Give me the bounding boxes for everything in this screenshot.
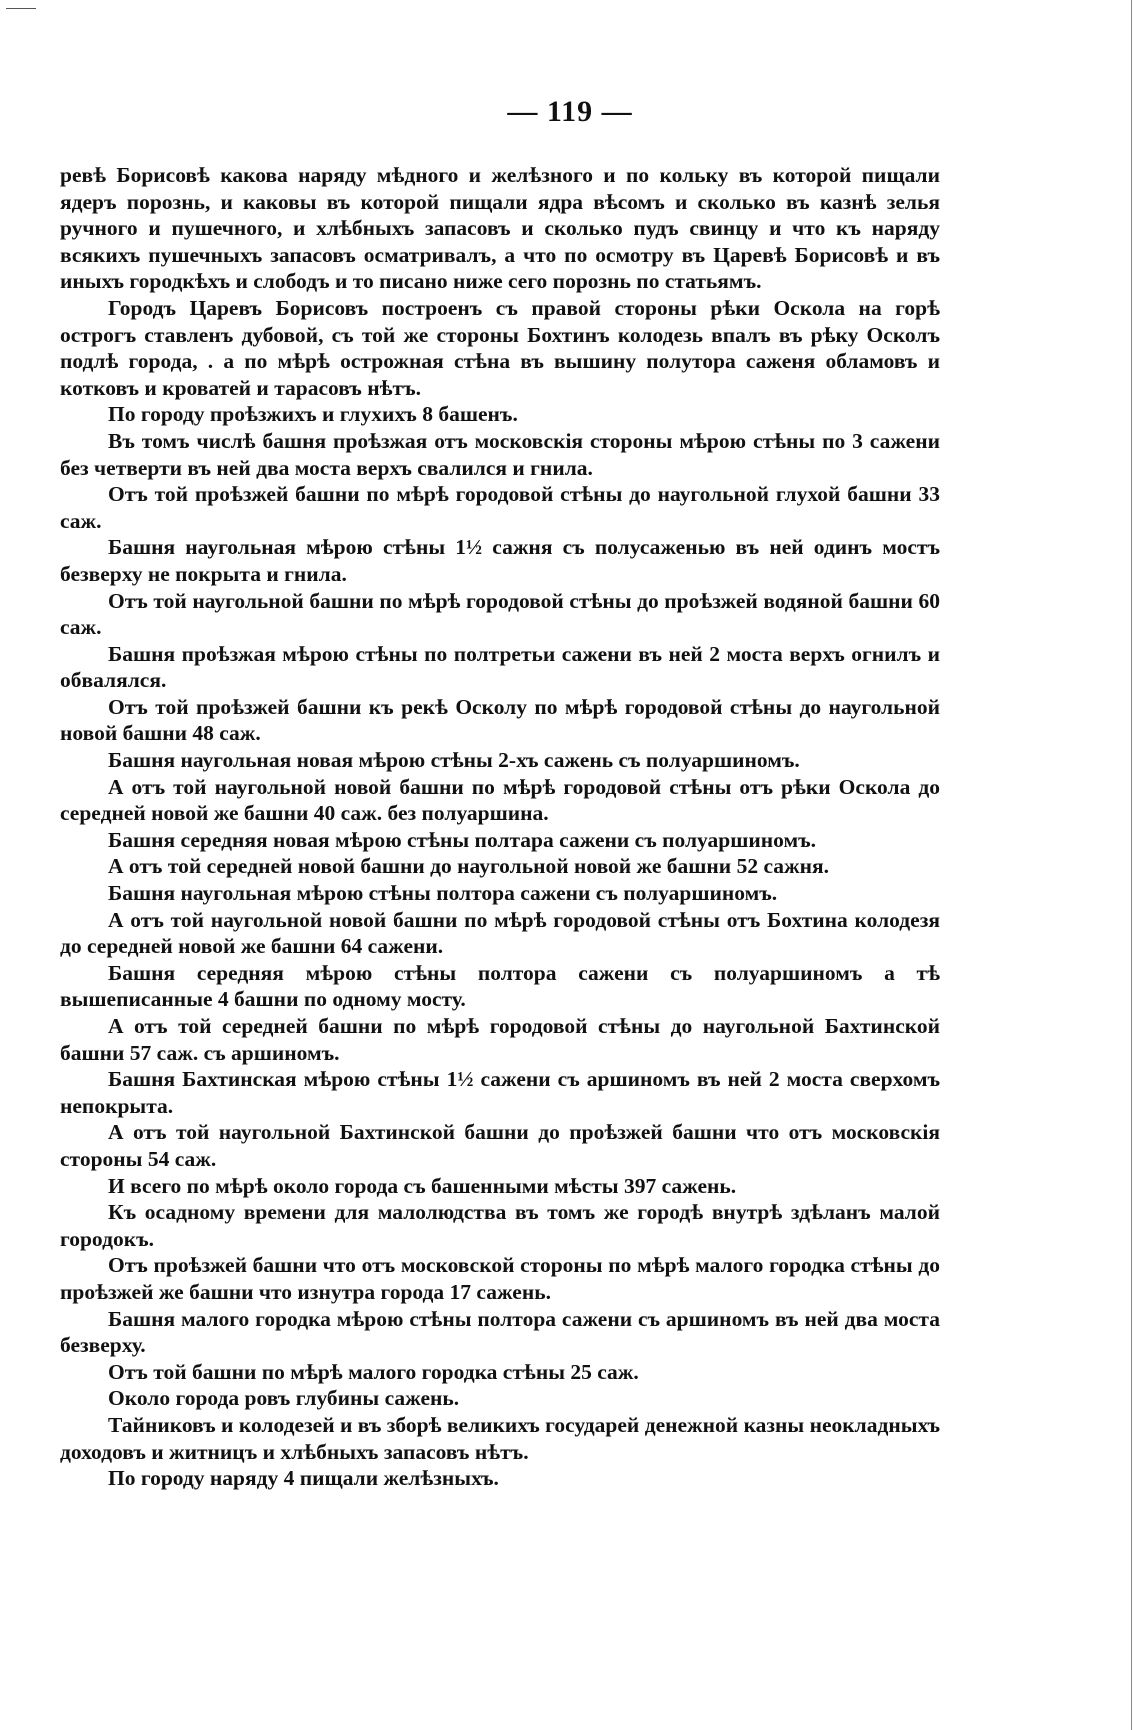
- paragraph: А отъ той наугольной Бахтинской башни до проѣзжей башни что отъ московскія стороны 54 саж.: [60, 1120, 940, 1171]
- paragraph: Отъ той наугольной башни по мѣрѣ городовой стѣны до проѣзжей водяной башни 60 саж.: [60, 588, 940, 640]
- paragraph: Башня Бахтинская мѣрою стѣны 1½ сажени съ аршиномъ въ ней 2 моста сверхомъ непокрыта.: [60, 1067, 940, 1118]
- paragraph: А отъ той середней башни по мѣрѣ городовой стѣны до наугольной Бахтинской башни 57 саж. съ аршиномъ.: [60, 1014, 940, 1065]
- paragraph: Башня проѣзжая мѣрою стѣны по полтретьи сажени въ ней 2 моста верхъ огнилъ и обвалялся.: [60, 641, 940, 693]
- paragraph: По городу наряду 4 пищали желѣзныхъ.: [108, 1466, 499, 1491]
- paragraph: Къ осадному времени для малолюдства въ томъ же городѣ внутрѣ здѣланъ малой городокъ.: [60, 1200, 940, 1251]
- paragraph: Около города ровъ глубины сажень.: [108, 1386, 460, 1411]
- paragraph: По городу проѣзжихъ и глухихъ 8 башенъ.: [108, 402, 518, 427]
- scan-corner-mark: [6, 8, 36, 9]
- paragraph: А отъ той наугольной новой башни по мѣрѣ городовой стѣны отъ Бохтина колодезя до середней новой же башни 64 сажени.: [60, 907, 940, 959]
- paragraph: И всего по мѣрѣ около города съ башенными мѣсты 397 сажень.: [108, 1173, 737, 1198]
- paragraph: Отъ той проѣзжей башни къ рекѣ Осколу по мѣрѣ городовой стѣны до наугольной новой башни 48 саж.: [60, 694, 940, 746]
- page-number: — 119 —: [507, 95, 633, 128]
- paragraph: Башня середняя мѣрою стѣны полтора сажени съ полуаршиномъ а тѣ вышеписанные 4 башни по одному мосту.: [60, 960, 940, 1012]
- scan-edge-line: [1131, 0, 1132, 1730]
- paragraph: Городъ Царевъ Борисовъ построенъ съ правой стороны рѣки Оскола на горѣ острогъ ставленъ дубовой, съ той же стороны Бохтинъ колодезь впалъ въ рѣку Осколъ подлѣ города, . а по мѣрѣ острожная стѣна въ вышину полутора саженя обламовъ и котковъ и кроватей и тарасовъ нѣтъ.: [60, 295, 940, 400]
- paragraph: Отъ той башни по мѣрѣ малого городка стѣны 25 саж.: [108, 1359, 639, 1384]
- paragraph: Отъ той проѣзжей башни по мѣрѣ городовой стѣны до наугольной глухой башни 33 саж.: [60, 482, 940, 533]
- paragraph: Башня наугольная мѣрою стѣны 1½ сажня съ полусаженью въ ней одинъ мостъ безверху не покрыта и гнила.: [60, 535, 940, 586]
- paragraph: Башня малого городка мѣрою стѣны полтора сажени съ аршиномъ въ ней два моста безверху.: [60, 1306, 940, 1358]
- paragraph: Башня наугольная новая мѣрою стѣны 2-хъ сажень съ полуаршиномъ.: [108, 748, 800, 773]
- paragraph: Въ томъ числѣ башня проѣзжая отъ московскія стороны мѣрою стѣны по 3 сажени без четверти въ ней два моста верхъ свалился и гнила.: [60, 428, 940, 480]
- paragraph: Тайниковъ и колодезей и въ зборѣ великихъ государей денежной казны неокладныхъ доходовъ и житницъ и хлѣбныхъ запасовъ нѣтъ.: [60, 1412, 940, 1464]
- paragraph: Башня наугольная мѣрою стѣны полтора сажени съ полуаршиномъ.: [108, 881, 778, 906]
- paragraph: А отъ той середней новой башни до наугольной новой же башни 52 сажня.: [108, 854, 829, 879]
- paragraph: ревѣ Борисовѣ какова наряду мѣдного и желѣзного и по кольку въ которой пищали ядеръ порознь, и каковы въ которой пищали ядра вѣсомъ и сколько въ казнѣ зелья ручного и пушечного, и хлѣбныхъ запасовъ и сколько пудъ свинцу и что къ наряду всякихъ пушечныхъ запасовъ осматривалъ, а что по осмотру въ Царевѣ Борисовѣ и въ иныхъ городкѣхъ и слободъ и то писано ниже сего порознь по статьямъ.: [60, 163, 940, 294]
- paragraph: А отъ той наугольной новой башни по мѣрѣ городовой стѣны отъ рѣки Оскола до середней новой же башни 40 саж. без полуаршина.: [60, 774, 940, 826]
- paragraph: Отъ проѣзжей башни что отъ московской стороны по мѣрѣ малого городка стѣны до проѣзжей же башни что изнутра города 17 сажень.: [60, 1253, 940, 1304]
- body-text: [60, 162, 940, 1492]
- paragraph: Башня середняя новая мѣрою стѣны полтара сажени съ полуаршиномъ.: [108, 827, 817, 852]
